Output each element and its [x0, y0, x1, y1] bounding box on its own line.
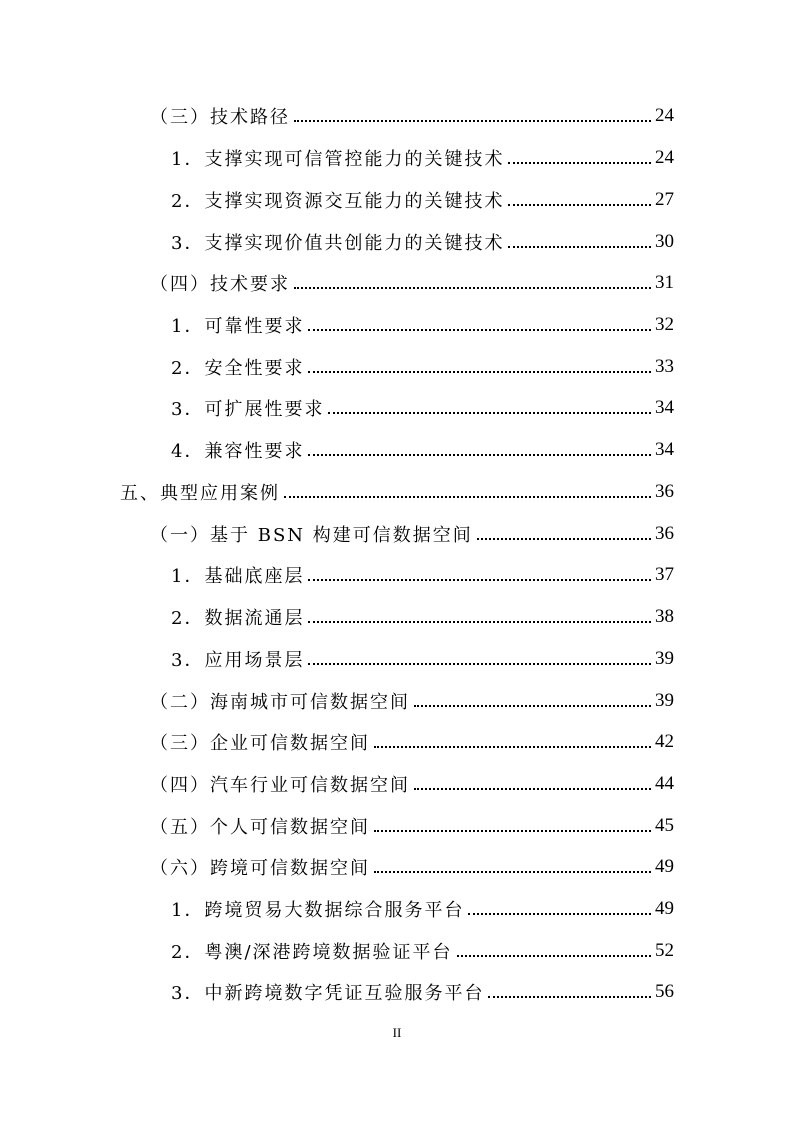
toc-entry-page: 33: [655, 356, 674, 377]
toc-entry-title: （四）技术要求: [150, 274, 290, 295]
toc-entry-title: 1．基础底座层: [171, 566, 305, 587]
toc-entry-page: 49: [655, 856, 674, 877]
toc-entry-title: 3．可扩展性要求: [171, 399, 325, 420]
toc-entry-title: 五、典型应用案例: [120, 483, 280, 504]
dot-leader: [508, 161, 651, 164]
toc-entry-page: 39: [655, 690, 674, 711]
dot-leader: [294, 119, 651, 122]
toc-entry-title: （六）跨境可信数据空间: [150, 858, 370, 879]
toc-entry-page: 49: [655, 898, 674, 919]
toc-entry-page: 24: [655, 105, 674, 126]
toc-entry[interactable]: [171, 137, 674, 179]
toc-entry-page: 44: [655, 773, 674, 794]
dot-leader: [374, 745, 651, 748]
toc-entry-title: 2．安全性要求: [171, 358, 305, 379]
toc-entry-title: 2．支撑实现资源交互能力的关键技术: [171, 191, 505, 212]
toc-entry-title: （二）海南城市可信数据空间: [150, 692, 410, 713]
toc-entry-page: 38: [655, 606, 674, 627]
toc-entry-page: 24: [655, 147, 674, 168]
dot-leader: [308, 328, 651, 331]
dot-leader: [308, 578, 651, 581]
toc-entry-title: （一）基于 BSN 构建可信数据空间: [150, 525, 473, 546]
dot-leader: [488, 995, 651, 998]
toc-entry-title: （四）汽车行业可信数据空间: [150, 775, 410, 796]
toc-entry[interactable]: [150, 680, 674, 722]
toc-entry-title: 3．支撑实现价值共创能力的关键技术: [171, 233, 505, 254]
toc-entry-page: 30: [655, 231, 674, 252]
toc-entry-title: （五）个人可信数据空间: [150, 817, 370, 838]
dot-leader: [294, 286, 651, 289]
toc-entry-page: 27: [655, 189, 674, 210]
toc-entry-title: 3．中新跨境数字凭证互验服务平台: [171, 983, 485, 1004]
dot-leader: [477, 537, 651, 540]
toc-entry-title: 2．粤澳/深港跨境数据验证平台: [171, 942, 453, 963]
toc-entry-page: 42: [655, 731, 674, 752]
toc-entry-title: 2．数据流通层: [171, 608, 305, 629]
toc-entry[interactable]: [171, 888, 674, 930]
toc-entry[interactable]: [171, 638, 674, 680]
toc-entry-title: 1．支撑实现可信管控能力的关键技术: [171, 149, 505, 170]
dot-leader: [414, 787, 651, 790]
toc-entry-title: 4．兼容性要求: [171, 441, 305, 462]
toc-entry[interactable]: [150, 721, 674, 763]
dot-leader: [468, 912, 651, 915]
dot-leader: [374, 829, 651, 832]
toc-entry[interactable]: [150, 95, 674, 137]
toc-entry[interactable]: [171, 554, 674, 596]
toc-entry[interactable]: [171, 387, 674, 429]
toc-entry[interactable]: [171, 179, 674, 221]
toc-entry[interactable]: [171, 304, 674, 346]
toc-entry-page: 36: [655, 523, 674, 544]
dot-leader: [308, 620, 651, 623]
toc-entry-page: 45: [655, 815, 674, 836]
toc-entry-page: 39: [655, 648, 674, 669]
dot-leader: [508, 245, 651, 248]
toc-entry-title: 1．跨境贸易大数据综合服务平台: [171, 900, 465, 921]
toc-entry[interactable]: [171, 346, 674, 388]
toc-entry[interactable]: [171, 930, 674, 972]
toc-entry-page: 52: [655, 940, 674, 961]
toc-entry[interactable]: [120, 471, 674, 513]
toc-entry[interactable]: [150, 805, 674, 847]
toc-entry-page: 36: [655, 481, 674, 502]
toc-entry-page: 31: [655, 272, 674, 293]
toc-entry-page: 34: [655, 439, 674, 460]
dot-leader: [374, 870, 651, 873]
dot-leader: [308, 370, 651, 373]
toc-entry-title: （三）企业可信数据空间: [150, 733, 370, 754]
footer-page-number: II: [392, 1025, 402, 1040]
toc-entry[interactable]: [150, 846, 674, 888]
dot-leader: [508, 203, 651, 206]
dot-leader: [457, 954, 651, 957]
toc-entry[interactable]: [171, 971, 674, 1013]
toc-entry[interactable]: [150, 513, 674, 555]
toc-entry-page: 32: [655, 314, 674, 335]
toc-entry-page: 56: [655, 981, 674, 1002]
toc-entry-title: （三）技术路径: [150, 107, 290, 128]
toc-entry-page: 34: [655, 397, 674, 418]
toc-entry[interactable]: [171, 429, 674, 471]
dot-leader: [328, 411, 651, 414]
toc-entry-title: 3．应用场景层: [171, 650, 305, 671]
dot-leader: [308, 453, 651, 456]
toc-entry-page: 37: [655, 564, 674, 585]
dot-leader: [414, 704, 651, 707]
toc-entry-title: 1．可靠性要求: [171, 316, 305, 337]
toc-entry[interactable]: [171, 596, 674, 638]
toc-entry[interactable]: [171, 221, 674, 263]
toc-entry[interactable]: [150, 262, 674, 304]
toc-entry[interactable]: [150, 763, 674, 805]
dot-leader: [284, 495, 651, 498]
dot-leader: [308, 662, 651, 665]
